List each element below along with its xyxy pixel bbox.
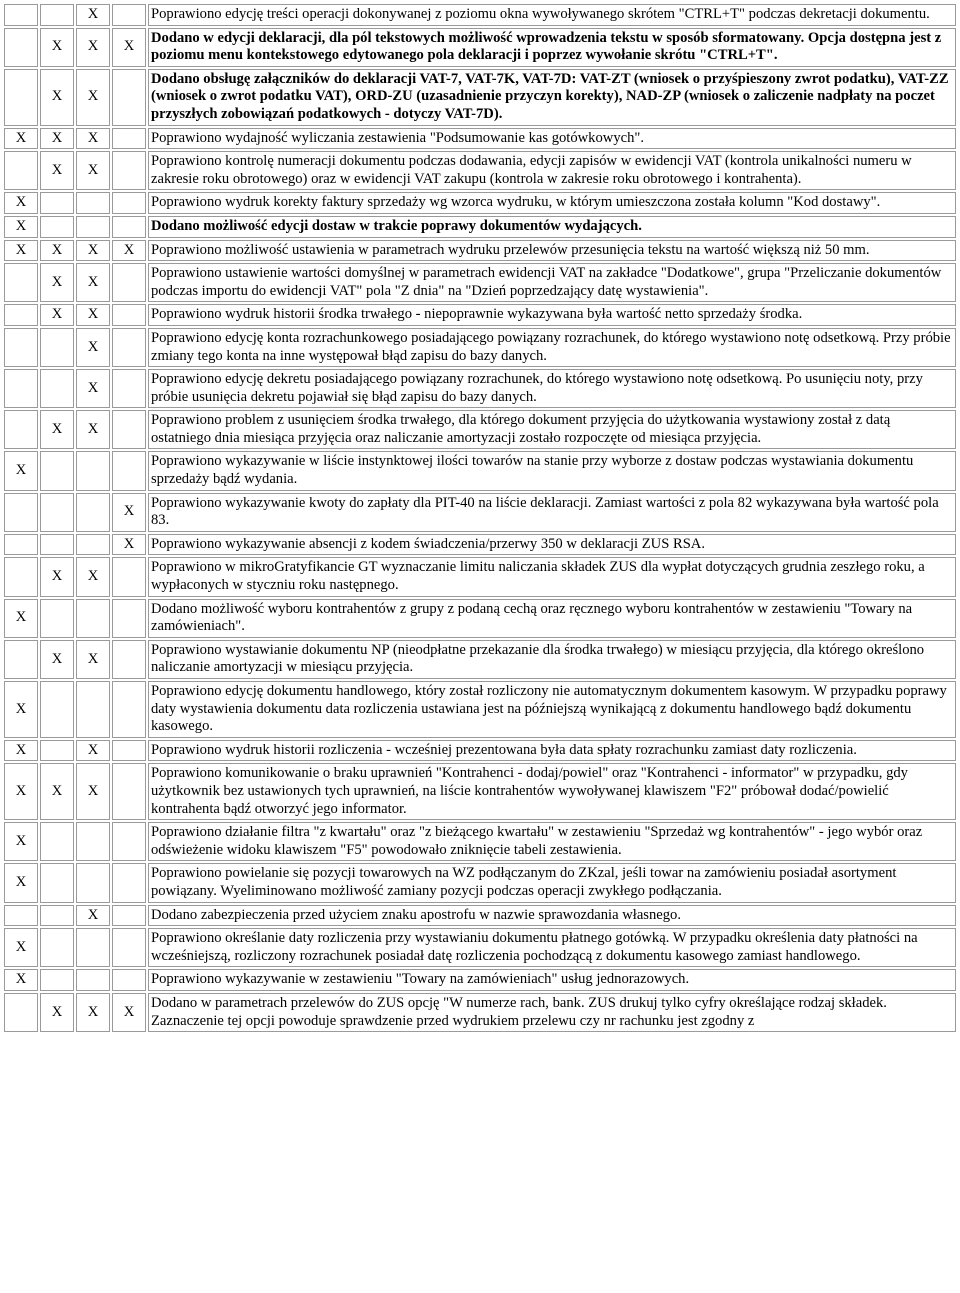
module-mark-cell: [112, 863, 146, 902]
table-row: [4, 128, 956, 150]
module-mark-cell: X: [40, 28, 74, 67]
module-mark-cell: X: [76, 151, 110, 190]
change-description: Poprawiono kontrolę numeracji dokumentu podczas dodawania, edycji zapisów w ewidencji VAT (kontrola unikalności numeru w zakresie roku obrotowego) oraz w ewidencji VAT zakupu (kontrola w zakresie roku obrotowego i kontrahenta).: [148, 151, 956, 190]
module-mark-cell: X: [40, 128, 74, 150]
change-description: Poprawiono wydruk korekty faktury sprzedaży wg wzorca wydruku, w którym umieszczona została kolumn "Kod dostawy".: [148, 192, 956, 214]
change-description: Poprawiono powielanie się pozycji towarowych na WZ podłączanym do ZKzal, jeśli towar na zamówieniu posiadał asortyment powiązany. Wyeliminowano możliwość zamiany pozycji podczas operacji zwykłego podłączania.: [148, 863, 956, 902]
module-mark-cell: [112, 192, 146, 214]
module-mark-cell: X: [112, 28, 146, 67]
table-row: [4, 4, 956, 26]
change-description: Poprawiono problem z usunięciem środka trwałego, dla którego dokument przyjęcia do użytkowania wystawiony został z datą ostatniego dnia miesiąca przyjęcia oraz naliczanie amortyzacji zostało rozpoczęte od miesiąca przyjęcia.: [148, 410, 956, 449]
module-mark-cell: [76, 192, 110, 214]
change-description: Poprawiono działanie filtra "z kwartału" oraz "z bieżącego kwartału" w zestawieniu "Sprzedaż wg kontrahentów" - jego wybór oraz odświeżenie widoku klawiszem "F5" powodowało zniknięcie tabeli zestawienia.: [148, 822, 956, 861]
module-mark-cell: [112, 4, 146, 26]
table-row: [4, 369, 956, 408]
module-mark-cell: [112, 263, 146, 302]
module-mark-cell: [112, 328, 146, 367]
change-description: Dodano w parametrach przelewów do ZUS opcję "W numerze rach, bank. ZUS drukuj tylko cyfry określające rodzaj składek. Zaznaczenie tej opcji powoduje sprawdzenie przed wydrukiem przelewu czy nr rachunku jest zgodny z: [148, 993, 956, 1032]
module-mark-cell: [112, 928, 146, 967]
module-mark-cell: [4, 304, 38, 326]
module-mark-cell: X: [40, 640, 74, 679]
module-mark-cell: [4, 151, 38, 190]
module-mark-cell: [4, 69, 38, 126]
table-row: [4, 763, 956, 820]
table-row: [4, 969, 956, 991]
module-mark-cell: [4, 534, 38, 556]
change-description: Poprawiono określanie daty rozliczenia przy wystawianiu dokumentu płatnego gotówką. W przypadku określenia daty płatności na wcześniejszą, rozliczony rozrachunek posiadał datę rozliczenia pochodzącą z dokumentu kasowego zamiast handlowego.: [148, 928, 956, 967]
module-mark-cell: X: [4, 763, 38, 820]
module-mark-cell: X: [112, 240, 146, 262]
change-description: Poprawiono wydruk historii rozliczenia - wcześniej prezentowana była data spłaty rozrachunku zamiast daty rozliczenia.: [148, 740, 956, 762]
table-row: [4, 740, 956, 762]
module-mark-cell: [76, 863, 110, 902]
module-mark-cell: X: [76, 128, 110, 150]
module-mark-cell: X: [76, 993, 110, 1032]
change-description: Dodano możliwość wyboru kontrahentów z grupy z podaną cechą oraz ręcznego wyboru kontrahentów w zestawieniu "Towary na zamówieniach".: [148, 599, 956, 638]
table-row: [4, 493, 956, 532]
module-mark-cell: [112, 969, 146, 991]
change-description: Dodano zabezpieczenia przed użyciem znaku apostrofu w nazwie sprawozdania własnego.: [148, 905, 956, 927]
table-row: [4, 993, 956, 1032]
module-mark-cell: X: [76, 905, 110, 927]
module-mark-cell: [4, 4, 38, 26]
module-mark-cell: X: [40, 410, 74, 449]
change-description: Poprawiono wykazywanie kwoty do zapłaty dla PIT-40 na liście deklaracji. Zamiast wartości z pola 82 wykazywana była wartość pola 83.: [148, 493, 956, 532]
module-mark-cell: [40, 969, 74, 991]
change-description: Poprawiono edycję dekretu posiadającego powiązany rozrachunek, do którego wystawiono notę odsetkową. Po usunięciu noty, przy próbie usunięcia dekretu pojawiał się błąd zapisu do bazy danych.: [148, 369, 956, 408]
module-mark-cell: [40, 369, 74, 408]
module-mark-cell: X: [76, 410, 110, 449]
module-mark-cell: X: [40, 763, 74, 820]
change-description: Poprawiono wykazywanie w liście instynktowej ilości towarów na stanie przy wyborze z dostaw podczas wystawiania dokumentu sprzedaży bądź wydania.: [148, 451, 956, 490]
table-row: [4, 304, 956, 326]
table-row: [4, 928, 956, 967]
change-description: Poprawiono wystawianie dokumentu NP (nieodpłatne przekazanie dla środka trwałego) w miesiącu przyjęcia, dla którego określono naliczanie amortyzacji w miesiącu przyjęcia.: [148, 640, 956, 679]
module-mark-cell: [76, 681, 110, 738]
module-mark-cell: [112, 763, 146, 820]
module-mark-cell: X: [4, 681, 38, 738]
module-mark-cell: [4, 905, 38, 927]
module-mark-cell: X: [4, 740, 38, 762]
module-mark-cell: [40, 599, 74, 638]
module-mark-cell: X: [4, 216, 38, 238]
table-row: [4, 28, 956, 67]
module-mark-cell: X: [4, 240, 38, 262]
module-mark-cell: X: [76, 640, 110, 679]
module-mark-cell: X: [4, 969, 38, 991]
module-mark-cell: X: [76, 263, 110, 302]
module-mark-cell: X: [40, 993, 74, 1032]
module-mark-cell: [112, 451, 146, 490]
module-mark-cell: [76, 599, 110, 638]
change-description: Poprawiono edycję konta rozrachunkowego posiadającego powiązany rozrachunek, do którego wystawiono notę odsetkową. Przy próbie zmiany tego konta na inne występował błąd zapisu do bazy danych.: [148, 328, 956, 367]
module-mark-cell: [4, 328, 38, 367]
module-mark-cell: [40, 328, 74, 367]
changelog-table: [2, 2, 958, 1034]
module-mark-cell: [4, 557, 38, 596]
module-mark-cell: [40, 681, 74, 738]
module-mark-cell: X: [4, 822, 38, 861]
table-row: [4, 151, 956, 190]
module-mark-cell: X: [4, 928, 38, 967]
table-row: [4, 451, 956, 490]
module-mark-cell: [76, 534, 110, 556]
module-mark-cell: [40, 905, 74, 927]
module-mark-cell: X: [76, 69, 110, 126]
module-mark-cell: X: [76, 740, 110, 762]
module-mark-cell: [4, 493, 38, 532]
table-row: [4, 640, 956, 679]
module-mark-cell: X: [40, 151, 74, 190]
changelog-rows: [4, 4, 956, 1032]
table-row: [4, 216, 956, 238]
table-row: [4, 534, 956, 556]
module-mark-cell: [76, 969, 110, 991]
module-mark-cell: [76, 451, 110, 490]
module-mark-cell: [76, 493, 110, 532]
module-mark-cell: [76, 822, 110, 861]
change-description: Poprawiono w mikroGratyfikancie GT wyznaczanie limitu naliczania składek ZUS dla wypłat dotyczących grudnia zeszłego roku, a wypłaconych w styczniu roku następnego.: [148, 557, 956, 596]
module-mark-cell: X: [4, 128, 38, 150]
module-mark-cell: [40, 928, 74, 967]
module-mark-cell: [112, 681, 146, 738]
module-mark-cell: [112, 640, 146, 679]
change-description: Dodano obsługę załączników do deklaracji VAT-7, VAT-7K, VAT-7D: VAT-ZT (wniosek o przyśpieszony zwrot podatku), VAT-ZZ (wniosek o zwrot podatku VAT), ORD-ZU (uzasadnienie przyczyn korekty), NAD-ZP (wniosek o zaliczenie nadpłaty na poczet przyszłych zobowiązań podatkowych - dotyczy VAT-7D).: [148, 69, 956, 126]
module-mark-cell: [112, 304, 146, 326]
module-mark-cell: X: [40, 69, 74, 126]
table-row: [4, 240, 956, 262]
module-mark-cell: X: [4, 451, 38, 490]
module-mark-cell: X: [76, 763, 110, 820]
module-mark-cell: X: [4, 863, 38, 902]
module-mark-cell: [4, 28, 38, 67]
module-mark-cell: [112, 69, 146, 126]
module-mark-cell: [40, 216, 74, 238]
module-mark-cell: X: [112, 993, 146, 1032]
module-mark-cell: [40, 740, 74, 762]
module-mark-cell: [112, 822, 146, 861]
module-mark-cell: X: [76, 369, 110, 408]
change-description: Poprawiono możliwość ustawienia w parametrach wydruku przelewów przesunięcia tekstu na wartość większą niż 50 mm.: [148, 240, 956, 262]
table-row: [4, 557, 956, 596]
module-mark-cell: [4, 993, 38, 1032]
module-mark-cell: X: [40, 557, 74, 596]
module-mark-cell: [112, 216, 146, 238]
change-description: Dodano w edycji deklaracji, dla pól tekstowych możliwość wprowadzenia tekstu w sposób sformatowany. Opcja dostępna jest z poziomu menu kontekstowego edytowanego pola deklaracji i poprzez wywołanie skrótu "CTRL+T".: [148, 28, 956, 67]
table-row: [4, 263, 956, 302]
module-mark-cell: [40, 822, 74, 861]
table-row: [4, 905, 956, 927]
module-mark-cell: [76, 928, 110, 967]
change-description: Poprawiono wykazywanie absencji z kodem świadczenia/przerwy 350 w deklaracji ZUS RSA.: [148, 534, 956, 556]
module-mark-cell: X: [4, 192, 38, 214]
change-description: Poprawiono edycję dokumentu handlowego, który został rozliczony nie automatycznym dokumentem kasowym. W przypadku poprawy daty wystawienia dokumentu data rozliczenia ustawiana jest na późniejszą wynikającą z dokumentu handlowego bądź dokumentu kasowego.: [148, 681, 956, 738]
table-row: [4, 599, 956, 638]
module-mark-cell: X: [76, 557, 110, 596]
change-description: Poprawiono wykazywanie w zestawieniu "Towary na zamówieniach" usług jednorazowych.: [148, 969, 956, 991]
module-mark-cell: [4, 263, 38, 302]
module-mark-cell: [112, 369, 146, 408]
change-description: Poprawiono ustawienie wartości domyślnej w parametrach ewidencji VAT na zakładce "Dodatkowe", grupa "Przeliczanie dokumentów podczas importu do ewidencji VAT" pola "Z dnia" na "Dzień poprzedzający datę wystawienia".: [148, 263, 956, 302]
module-mark-cell: X: [76, 4, 110, 26]
module-mark-cell: [40, 4, 74, 26]
module-mark-cell: [112, 151, 146, 190]
module-mark-cell: [4, 410, 38, 449]
table-row: [4, 192, 956, 214]
module-mark-cell: X: [76, 328, 110, 367]
module-mark-cell: [112, 128, 146, 150]
change-description: Poprawiono komunikowanie o braku uprawnień "Kontrahenci - dodaj/powiel" oraz "Kontrahenci - informator" w przypadku, gdy użytkownik bez ustawionych tych uprawnień, na liście kontrahentów wywoływanej klawiszem "F2" próbował dodać/powielić kontrahenta bądź otworzyć jego informator.: [148, 763, 956, 820]
module-mark-cell: [40, 534, 74, 556]
module-mark-cell: X: [40, 263, 74, 302]
module-mark-cell: X: [76, 240, 110, 262]
module-mark-cell: [4, 640, 38, 679]
table-row: [4, 328, 956, 367]
module-mark-cell: [112, 740, 146, 762]
module-mark-cell: X: [40, 240, 74, 262]
change-description: Poprawiono wydajność wyliczania zestawienia "Podsumowanie kas gotówkowych".: [148, 128, 956, 150]
module-mark-cell: [112, 599, 146, 638]
module-mark-cell: X: [4, 599, 38, 638]
change-description: Poprawiono edycję treści operacji dokonywanej z poziomu okna wywoływanego skrótem "CTRL+T" podczas dekretacji dokumentu.: [148, 4, 956, 26]
table-row: [4, 863, 956, 902]
module-mark-cell: [112, 905, 146, 927]
module-mark-cell: X: [76, 28, 110, 67]
module-mark-cell: [40, 863, 74, 902]
module-mark-cell: X: [112, 493, 146, 532]
change-description: Dodano możliwość edycji dostaw w trakcie poprawy dokumentów wydających.: [148, 216, 956, 238]
table-row: [4, 410, 956, 449]
table-row: [4, 69, 956, 126]
module-mark-cell: X: [112, 534, 146, 556]
module-mark-cell: [40, 493, 74, 532]
module-mark-cell: [76, 216, 110, 238]
module-mark-cell: [112, 557, 146, 596]
module-mark-cell: [40, 451, 74, 490]
module-mark-cell: [40, 192, 74, 214]
module-mark-cell: X: [40, 304, 74, 326]
change-description: Poprawiono wydruk historii środka trwałego - niepoprawnie wykazywana była wartość netto sprzedaży środka.: [148, 304, 956, 326]
table-row: [4, 822, 956, 861]
module-mark-cell: [4, 369, 38, 408]
table-row: [4, 681, 956, 738]
module-mark-cell: [112, 410, 146, 449]
module-mark-cell: X: [76, 304, 110, 326]
